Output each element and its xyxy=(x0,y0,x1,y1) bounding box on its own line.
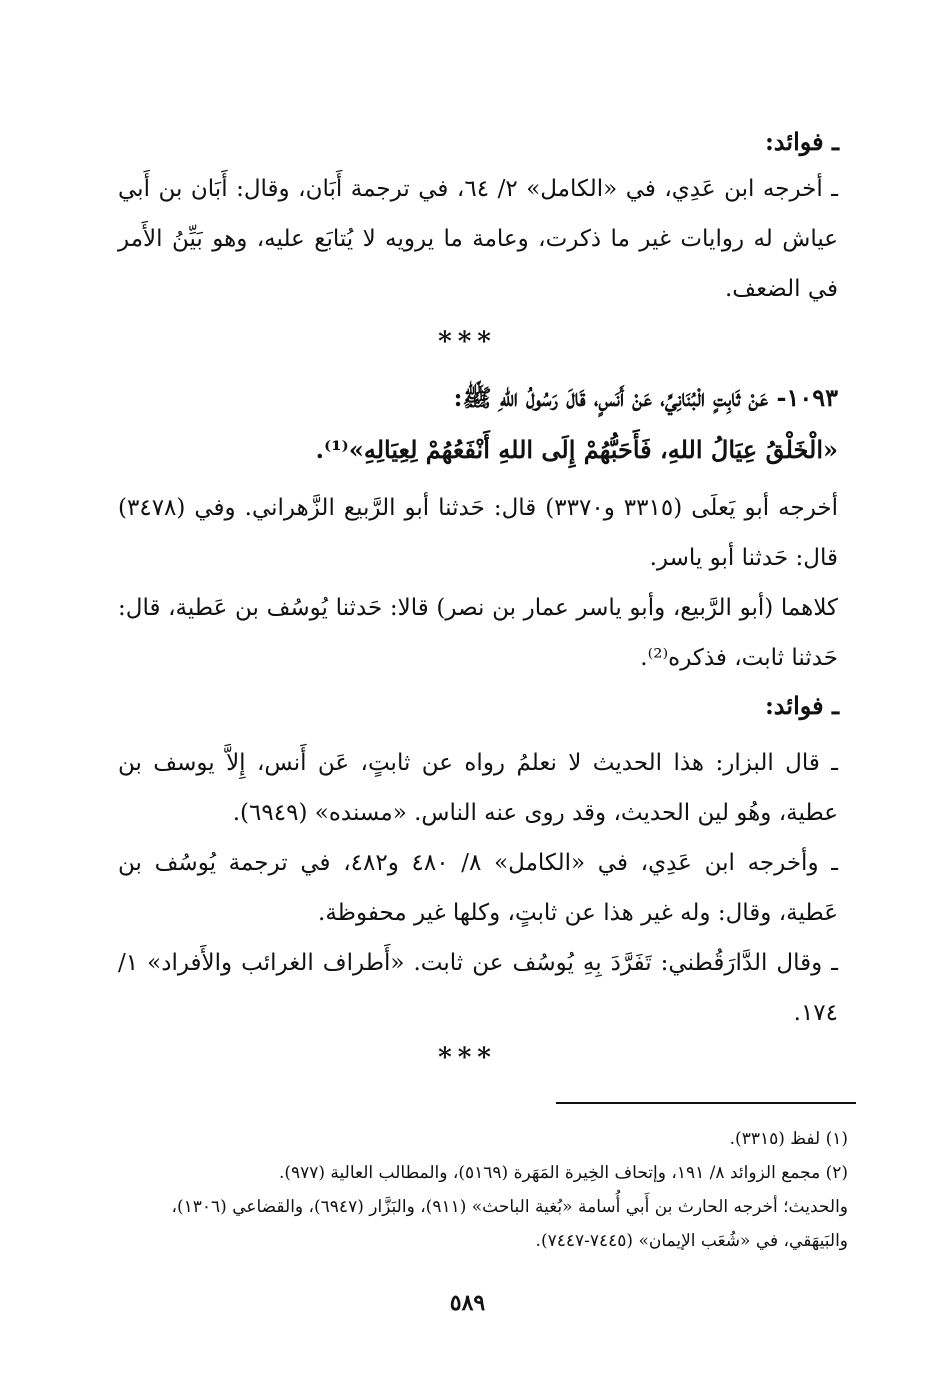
note-ibn-adi-yusuf: ـ وأخرجه ابن عَدِي، في «الكامل» ٨/ ٤٨٠ و٤٨٢، في ترجمة يُوسُف بن عَطية، وقال: وله غير هذا عن ثابتٍ، وكلها غير محفوظة. xyxy=(118,850,838,926)
page-number: ٥٨٩ xyxy=(449,1290,486,1316)
hadith-text xyxy=(118,372,838,476)
fawaid-notes-block xyxy=(118,738,838,1038)
takhrij-paragraph-2: كلاهما (أبو الرَّبيع، وأبو ياسر عمار بن نصر) قالا: حَدثنا يُوسُف بن عَطية، قال: حَدثنا ثابت، فذكره⁽²⁾. xyxy=(118,595,838,671)
takhrij-paragraph-1: أخرجه أبو يَعلَى (٣٣١٥ و٣٣٧٠) قال: حَدثنا أبو الرَّبيع الزَّهراني. وفي (٣٤٧٨) قال: حَدثنا أبو ياسر. xyxy=(118,495,838,571)
section-heading-fawaid-2: ـ فوائد: xyxy=(764,691,839,720)
footnote-2: (٢) مجمع الزوائد ٨/ ١٩١، وإتحاف الخِيرة المَهَرة (٥١٦٩)، والمطالب العالية (٩٧٧). xyxy=(278,1163,848,1183)
hadith-line-1: ١٠٩٣- عَنْ ثَابِتٍ الْبُنَانِيِّ، عَنْ أَنَسٍ، قَالَ رَسُولُ اللهِ ﷺ: xyxy=(453,383,838,412)
footnote-2-continuation: والحديث؛ أخرجه الحارث بن أَبي أُسامة «بُغية الباحث» (٩١١)، والبَزَّار (٦٩٤٧)، والقضاعي (١٣٠٦)، والبَيهَقي، في «شُعَب الإيمان» (٧٤٤٥-٧٤٤٧). xyxy=(171,1197,848,1251)
note-daraqutni: ـ وقال الدَّارَقُطني: تَفَرَّدَ بِهِ يُوسُف عن ثابت. «أَطراف الغرائب والأَفراد» ١/ ١٧٤. xyxy=(118,950,838,1026)
footnote-divider xyxy=(556,1102,856,1104)
paragraph-text: ـ أخرجه ابن عَدِي، في «الكامل» ٢/ ٦٤، في ترجمة أَبَان، وقال: أَبَان بن أَبي عياش له روايات غير ما ذكرت، وعامة ما يرويه لا يُتابَع عليه، وهو بَيِّنُ الأَمر في الضعف. xyxy=(118,176,839,302)
takhrij-block xyxy=(118,483,838,683)
note-bazzar: ـ قال البزار: هذا الحديث لا نعلمُ رواه عن ثابتٍ، عَن أَنس، إِلاَّ يوسف بن عطية، وهُو لين الحديث، وقد روى عنه الناس. «مسنده» (٦٩٤٩). xyxy=(118,750,838,826)
section-separator-top: *** xyxy=(438,327,497,357)
paragraph-ibn-adi-aban xyxy=(118,164,838,314)
hadith-line-2: «الْخَلْقُ عِيَالُ اللهِ، فَأَحَبُّهُمْ إِلَى اللهِ أَنْفَعُهُمْ لِعِيَالِهِ»⁽¹⁾. xyxy=(315,435,838,464)
footnotes xyxy=(118,1122,848,1258)
section-separator-bottom: *** xyxy=(438,1043,497,1073)
footnote-1: (١) لفظ (٣٣١٥). xyxy=(729,1129,848,1149)
section-heading-fawaid-1: ـ فوائد: xyxy=(764,127,839,156)
